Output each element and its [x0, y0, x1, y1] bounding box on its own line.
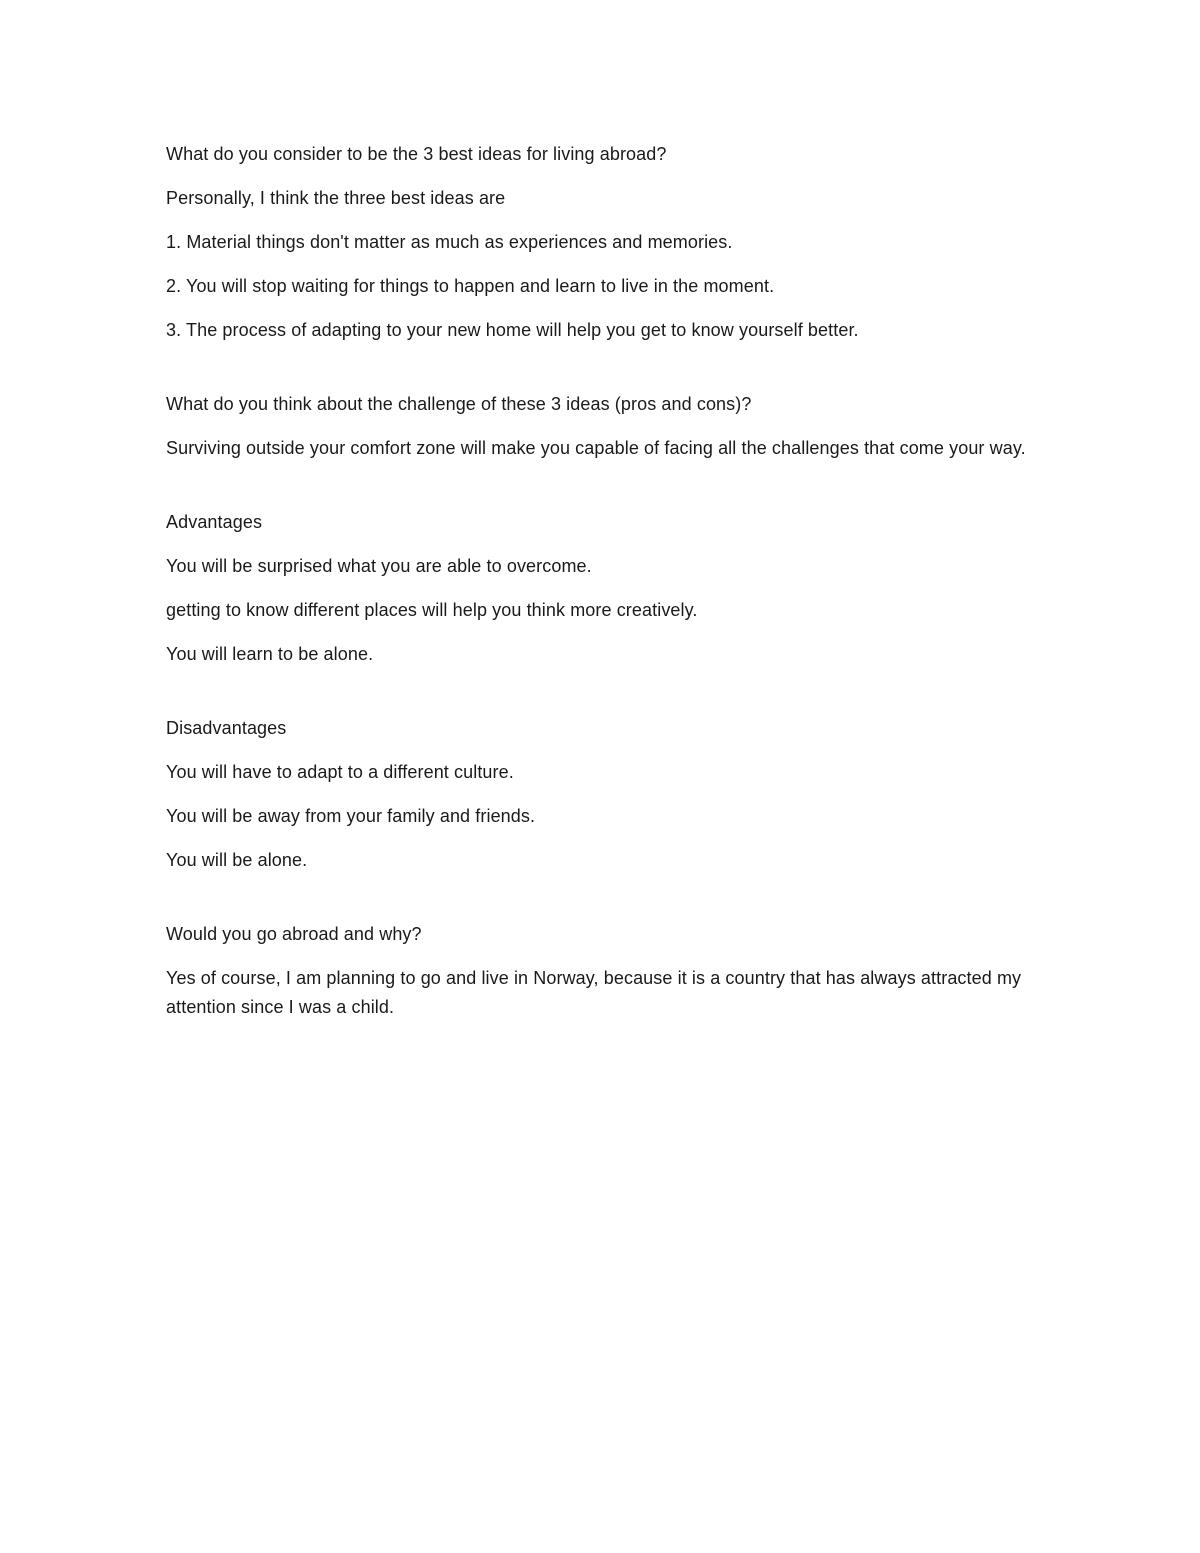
disadvantage-item-1: You will have to adapt to a different culture. [166, 762, 514, 782]
answer-challenge: Surviving outside your comfort zone will make you capable of facing all the challenges that come your way. [166, 438, 1026, 458]
blank-line [166, 890, 1026, 920]
disadvantages-heading: Disadvantages [166, 718, 287, 738]
blank-line [166, 684, 1026, 714]
advantage-item-1: You will be surprised what you are able to overcome. [166, 556, 592, 576]
advantage-item-2: getting to know different places will help you think more creatively. [166, 600, 698, 620]
question-challenge: What do you think about the challenge of these 3 ideas (pros and cons)? [166, 394, 752, 414]
disadvantage-item-2: You will be away from your family and friends. [166, 806, 536, 826]
answer-go-abroad: Yes of course, I am planning to go and live in Norway, because it is a country that has always attracted my attention since I was a child. [166, 968, 1022, 1017]
disadvantage-item-3: You will be alone. [166, 850, 308, 870]
idea-item-1: 1. Material things don't matter as much as experiences and memories. [166, 232, 733, 252]
intro-best-ideas: Personally, I think the three best ideas are [166, 188, 506, 208]
advantages-heading: Advantages [166, 512, 263, 532]
idea-item-2: 2. You will stop waiting for things to happen and learn to live in the moment. [166, 276, 775, 296]
blank-line [166, 478, 1026, 508]
question-best-ideas: What do you consider to be the 3 best ideas for living abroad? [166, 144, 667, 164]
blank-line [166, 360, 1026, 390]
document-body [166, 140, 1026, 1037]
idea-item-3: 3. The process of adapting to your new home will help you get to know yourself better. [166, 320, 859, 340]
advantage-item-3: You will learn to be alone. [166, 644, 374, 664]
question-go-abroad: Would you go abroad and why? [166, 924, 422, 944]
